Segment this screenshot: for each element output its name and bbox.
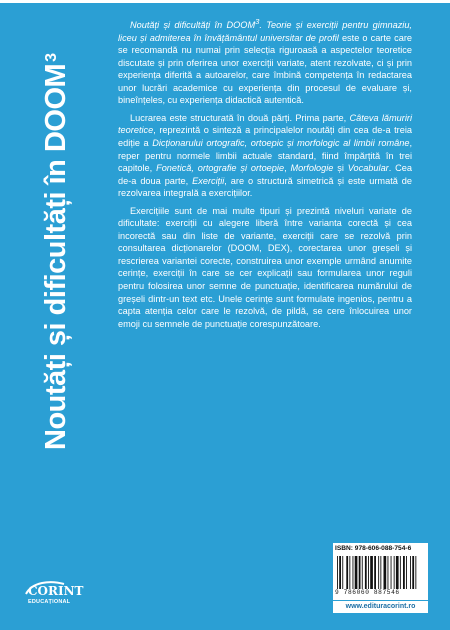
barcode-stripe — [349, 556, 350, 589]
barcode-stripe — [365, 556, 367, 589]
logo-name: CORINT — [28, 584, 84, 598]
barcode-stripe — [355, 556, 358, 589]
barcode-stripe — [368, 556, 369, 589]
barcode-stripe — [362, 556, 363, 589]
barcode-area — [333, 543, 428, 600]
barcode-stripe — [370, 556, 373, 589]
barcode-stripe — [378, 556, 379, 589]
vertical-title-superscript: 3 — [43, 53, 60, 62]
vertical-title-text: Noutăți și dificultăți în DOOM — [40, 63, 72, 450]
barcode-stripe — [337, 556, 338, 589]
barcode-stripe — [412, 556, 414, 589]
barcode-digits: 9 786060 887546 — [335, 589, 400, 596]
paragraph-3: Exercițiile sunt de mai multe tipuri și prezintă niveluri variate de dificultate: exerciții cu alegere liberă între varianta corectă și cea incorectă sau din liste de variante, exerciții care se rezolvă prin consultarea dicționarelor (DOOM, DEX), corectarea unor greșeli și rescrierea variantei corecte, construirea unor exemple urmând anumite cerințe, exerciții în care se cer explicații sau formularea unor reguli pentru folosirea unor semne de punctuație, identificarea numărului de greșeli dintr-un text etc. Unele cerințe sunt formulate ingenios, pentru a capta atenția celor care le rezolvă, de pildă, se cere înlocuirea unor emoji cu semnele de punctuație corespunzătoare. — [118, 205, 412, 329]
barcode-stripe — [406, 556, 407, 589]
barcode-stripe — [396, 556, 399, 589]
barcode-stripe — [359, 556, 361, 589]
barcode-stripe — [346, 556, 348, 589]
isbn-text: ISBN: 978-606-088-754-6 — [335, 545, 412, 552]
barcode-icon — [337, 556, 424, 589]
top-rule — [0, 0, 450, 3]
barcode-stripe — [353, 556, 354, 589]
barcode-stripe — [394, 556, 395, 589]
barcode-stripe — [339, 556, 341, 589]
barcode-stripe — [415, 556, 416, 589]
barcode-stripe — [380, 556, 381, 589]
description-text — [118, 16, 412, 335]
barcode-stripe — [391, 556, 392, 589]
corint-logo — [22, 580, 92, 620]
website-link[interactable]: www.edituracorint.ro — [333, 601, 428, 613]
barcode-stripe — [388, 556, 389, 589]
barcode-stripe — [410, 556, 411, 589]
barcode-stripe — [342, 556, 343, 589]
barcode-stripe — [403, 556, 405, 589]
paragraph-2: Lucrarea este structurată în două părți. Prima parte, Câteva lămuriri teoretice, reprezintă o sinteză a principalelor noutăți din cea de-a treia ediție a Dicționarului ortografic, ortoepic și morfologic al limbii române, reper pentru normele limbii actuale standard, fiind împărțită în trei capitole, Fonetică, ortografie și ortoepie, Morfologie și Vocabular. Cea de-a doua parte, Exerciții, are o structură simetrică și este urmată de rezolvarea integrală a exercițiilor. — [118, 112, 413, 199]
barcode-stripe — [384, 556, 387, 589]
barcode-stripe — [374, 556, 376, 589]
paragraph-1: Noutăți și dificultăți în DOOM$^3$. Teorie și exerciții pentru gimnaziu, liceu și admiterea în învățământul universitar de profil este o carte care se recomandă nu numai prin selecția riguroasă a aspectelor teoretice discutate și prin oferirea unor exerciții variate, atent rezolvate, ci și prin experiența diferită a autoarelor, care îmbină competența în redactarea unor lucrări academice cu experiența din procesul de evaluare și, bineînțeles, cu experiența didactică autentică. — [118, 17, 412, 106]
logo-subtitle: EDUCAȚIONAL — [28, 599, 71, 605]
barcode-stripe — [400, 556, 401, 589]
book-title-italic: Noutăți și dificultăți în DOOM$^3$. Teorie și exerciții pentru gimnaziu, liceu și admiterea în învățământul universitar de profil — [118, 17, 412, 43]
